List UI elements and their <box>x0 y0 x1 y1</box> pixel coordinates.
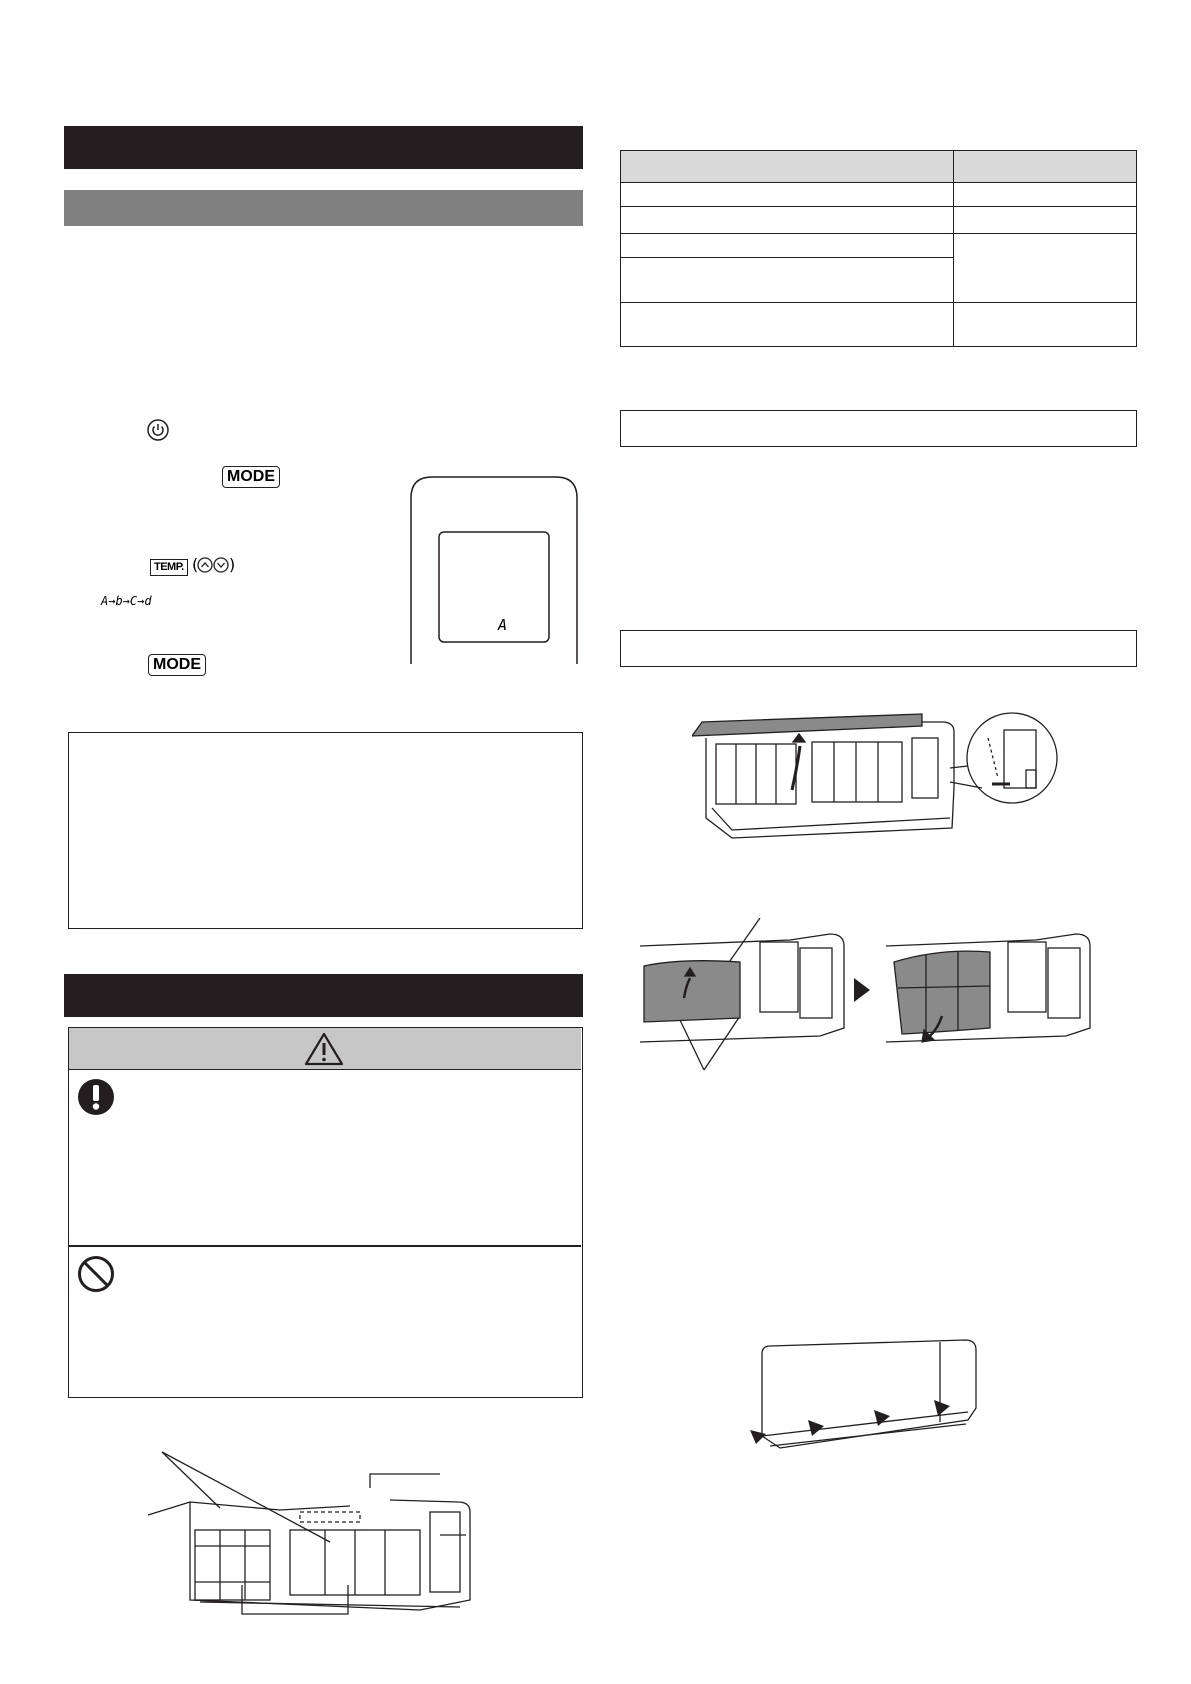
up-down-arrows-icon <box>192 554 236 581</box>
warning-box <box>68 1027 583 1398</box>
prohibition-icon <box>77 1255 115 1293</box>
subsection-heading-bar <box>64 190 583 226</box>
note-box <box>68 732 583 929</box>
table-header-cell <box>954 151 1137 183</box>
section-heading-bar <box>64 126 583 169</box>
table-cell <box>621 183 954 206</box>
step-heading-box <box>620 410 1137 447</box>
temp-button-icon: TEMP. <box>150 559 188 576</box>
svg-text:): ) <box>228 555 235 574</box>
remote-display-char: A <box>498 616 508 634</box>
section-heading-bar <box>64 974 583 1017</box>
warning-triangle-icon <box>304 1032 344 1066</box>
close-front-panel-illustration <box>740 1338 1010 1458</box>
table-cell <box>954 206 1137 233</box>
power-button-icon <box>146 418 170 442</box>
table-cell <box>954 233 1137 302</box>
indoor-unit-front-panel-open-illustration <box>140 1450 480 1615</box>
mandatory-action-icon <box>77 1078 115 1116</box>
air-filter-removal-illustration <box>640 918 1110 1083</box>
display-sequence: A→b→C→d <box>101 594 152 608</box>
mode-button-icon: MODE <box>222 466 280 488</box>
remote-control-illustration <box>410 476 578 664</box>
table-cell <box>621 206 954 233</box>
svg-text:(: ( <box>191 555 198 574</box>
table-cell <box>954 183 1137 206</box>
divider <box>69 1245 581 1247</box>
specification-table <box>620 150 1137 347</box>
arrow-right-icon <box>854 978 870 1002</box>
table-cell <box>954 302 1137 346</box>
step-heading-box <box>620 630 1137 667</box>
open-front-panel-illustration <box>692 708 1062 840</box>
warning-header <box>69 1028 581 1070</box>
table-cell <box>621 302 954 346</box>
table-header-cell <box>621 151 954 183</box>
table-cell <box>621 233 954 257</box>
mode-button-icon: MODE <box>148 654 206 676</box>
table-cell <box>621 258 954 302</box>
